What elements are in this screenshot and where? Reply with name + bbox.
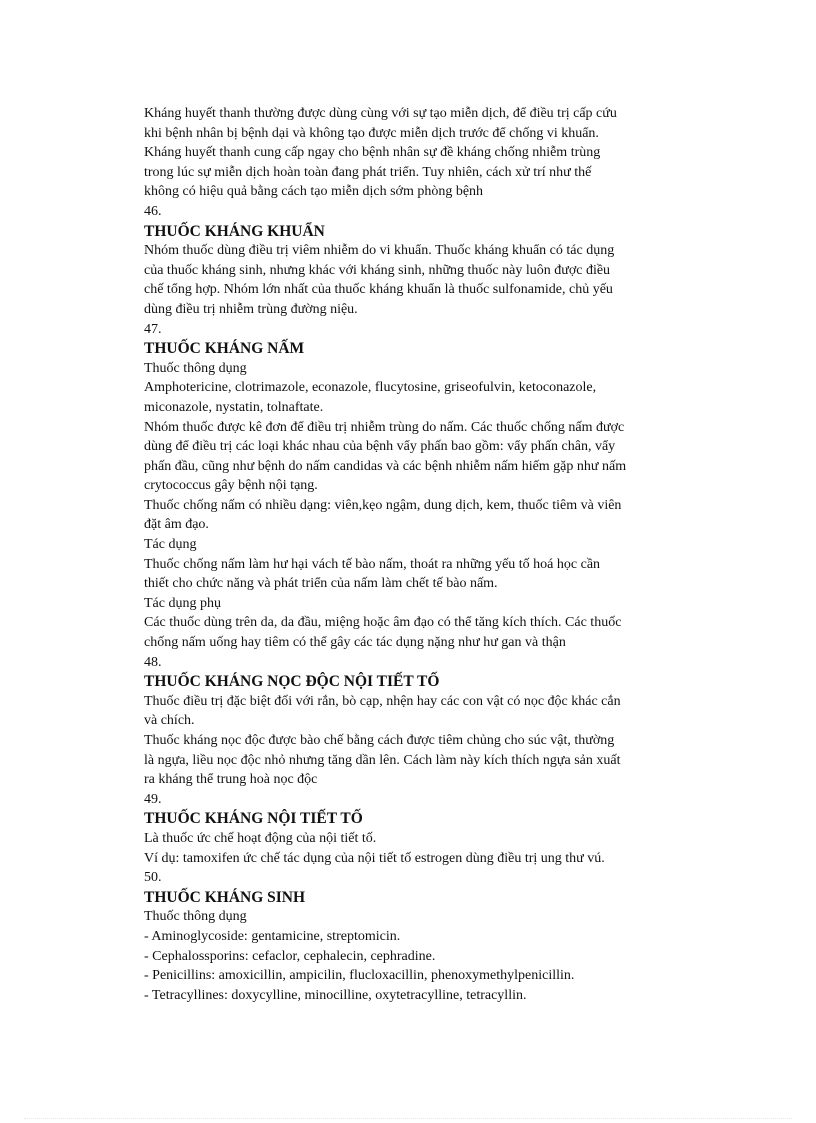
paragraph xyxy=(144,907,704,1005)
text-line: - Tetracyllines: doxycylline, minocilline, oxytetracylline, tetracyllin. xyxy=(144,987,527,1003)
page-bottom-rule xyxy=(24,1118,792,1119)
text-line: Thuốc điều trị đặc biệt đối với rắn, bò cạp, nhện hay các con vật có nọc độc khác cắn xyxy=(144,693,621,709)
text-line: của thuốc kháng sinh, nhưng khác với kháng sinh, những thuốc này luôn được điều xyxy=(144,262,611,278)
paragraph xyxy=(144,692,704,790)
text-line: Thuốc chống nấm có nhiều dạng: viên,kẹo ngậm, dung dịch, kem, thuốc tiêm và viên xyxy=(144,497,622,513)
text-line: Kháng huyết thanh thường được dùng cùng với sự tạo miễn dịch, để điều trị cấp cứu xyxy=(144,106,617,121)
text-line: Nhóm thuốc được kê đơn để điều trị nhiễm trùng do nấm. Các thuốc chống nấm được xyxy=(144,419,625,435)
text-line: trong lúc sự miễn dịch hoàn toàn đang phát triển. Tuy nhiên, cách xử trí như thế xyxy=(144,164,592,180)
section-heading: THUỐC KHÁNG SINH xyxy=(144,888,306,906)
text-line: ra kháng thể trung hoà nọc độc xyxy=(144,772,318,788)
paragraph xyxy=(144,829,704,868)
text-line: crytococcus gây bệnh nội tạng. xyxy=(144,478,318,494)
section-number: 48. xyxy=(144,654,162,670)
section-heading: THUỐC KHÁNG KHUẨN xyxy=(144,222,325,240)
section-heading: THUỐC KHÁNG NẤM xyxy=(144,340,305,358)
text-line: Nhóm thuốc dùng điều trị viêm nhiễm do vi khuẩn. Thuốc kháng khuẩn có tác dụng xyxy=(144,243,615,259)
paragraph xyxy=(144,104,704,202)
section-heading: THUỐC KHÁNG NỘI TIẾT TỐ xyxy=(144,810,363,828)
section-number: 49. xyxy=(144,791,162,807)
text-line: Thuốc thông dụng xyxy=(144,360,247,376)
text-line: phấn đầu, cũng như bệnh do nấm candidas và các bệnh nhiễm nấm hiếm gặp như nấm xyxy=(144,458,627,474)
text-line: Tác dụng phụ xyxy=(144,595,221,611)
document-body xyxy=(144,104,704,1005)
text-line: Tác dụng xyxy=(144,537,197,553)
section-number: 46. xyxy=(144,203,162,219)
text-line: Thuốc thông dụng xyxy=(144,909,247,925)
paragraph xyxy=(144,241,704,319)
text-line: - Penicillins: amoxicillin, ampicilin, flucloxacillin, phenoxymethylpenicillin. xyxy=(144,968,575,984)
text-line: không có hiệu quả bằng cách tạo miễn dịch sớm phòng bệnh xyxy=(144,184,484,200)
document-page xyxy=(144,104,704,1005)
section-number: 50. xyxy=(144,870,162,886)
text-line: chống nấm uống hay tiêm có thể gây các tác dụng nặng như hư gan và thận xyxy=(144,635,566,651)
text-line: là ngựa, liều nọc độc nhỏ nhưng tăng dần lên. Cách làm này kích thích ngựa sản xuất xyxy=(144,752,621,768)
text-line: - Aminoglycoside: gentamicine, streptomicin. xyxy=(144,928,401,944)
text-line: Thuốc kháng nọc độc được bào chế bằng cách được tiêm chủng cho súc vật, thường xyxy=(144,733,615,748)
section-heading: THUỐC KHÁNG NỌC ĐỘC NỘI TIẾT TỐ xyxy=(144,673,440,691)
text-line: Amphotericine, clotrimazole, econazole, flucytosine, griseofulvin, ketoconazole, xyxy=(144,380,597,396)
text-line: miconazole, nystatin, tolnaftate. xyxy=(144,399,324,415)
paragraph xyxy=(144,359,704,653)
text-line: dùng điều trị nhiễm trùng đường niệu. xyxy=(144,301,358,317)
text-line: khi bệnh nhân bị bệnh dại và không tạo được miễn dịch trước để chống vi khuẩn. xyxy=(144,125,599,141)
text-line: Thuốc chống nấm làm hư hại vách tế bào nấm, thoát ra những yếu tố hoá học cần xyxy=(144,556,601,572)
section-number: 47. xyxy=(144,321,162,337)
text-line: và chích. xyxy=(144,713,195,729)
text-line: Là thuốc ức chế hoạt động của nội tiết tố. xyxy=(144,830,377,846)
text-line: thiết cho chức năng và phát triển của nấm làm chết tế bào nấm. xyxy=(144,576,498,592)
text-line: đặt âm đạo. xyxy=(144,517,209,533)
text-line: Các thuốc dùng trên da, da đầu, miệng hoặc âm đạo có thể tăng kích thích. Các thuốc xyxy=(144,615,622,631)
text-line: dùng để điều trị các loại khác nhau của bệnh vẩy phấn bao gồm: vẩy phấn chân, vẩy xyxy=(144,439,616,455)
text-line: Ví dụ: tamoxifen ức chế tác dụng của nội tiết tố estrogen dùng điều trị ung thư vú. xyxy=(144,850,605,866)
text-line: - Cephalossporins: cefaclor, cephalecin, cephradine. xyxy=(144,948,436,964)
text-line: chế tổng hợp. Nhóm lớn nhất của thuốc kháng khuẩn là thuốc sulfonamide, chủ yếu xyxy=(144,282,613,298)
text-line: Kháng huyết thanh cung cấp ngay cho bệnh nhân sự đề kháng chống nhiễm trùng xyxy=(144,145,601,161)
